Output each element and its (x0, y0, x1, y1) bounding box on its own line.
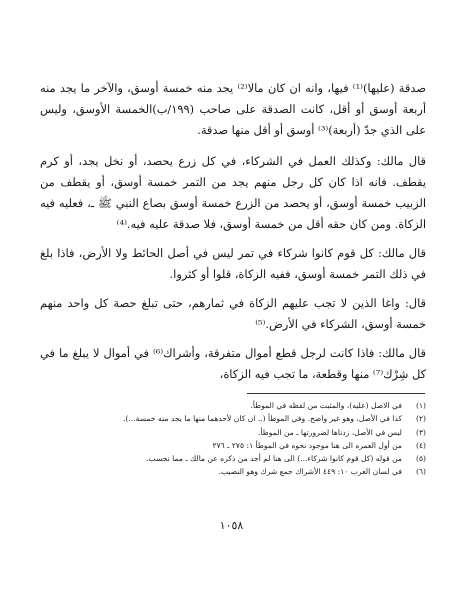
footnote (40, 466, 426, 478)
footnote (40, 400, 426, 412)
footnote-text: من قوله (كل قوم كانوا شركاء...) الى هنا لم أجد من ذكره عن مالك ـ مما نحسب. (146, 454, 402, 464)
footnote-number: (٢) (415, 414, 426, 424)
paragraph-2: قال مالك: وكذلك العمل في الشركاء، في كل زرع يحصد، أو نخل يجد، أو كرم يقطف. فانه اذا كان كل رجل منهم يجد من التمر خمسة أوسق، أو يقطف من الزبيب خمسة أوسق، أو يحصد من الزرع خمسة أوسق بصاع النبي ﷺ ـ، فعليه فيه الزكاة. ومن كان حقه أقل من خمسة أوسق، فلا صدقة عليه فيه.⁽⁴⁾ (40, 154, 426, 231)
footnote-text: ليس في الأصل، زدناها لضرورتها ـ من الموطأ. (258, 427, 402, 437)
paragraph-3: قال مالك: كل قوم كانوا شركاء في تمر ليس في أصل الحائط ولا الأرض، فاذا بلغ في ذلك التمر خمسة أوسق، ففيه الزكاة، قلوا أو كثروا. (40, 246, 426, 281)
footnote-number: (٦) (415, 467, 426, 477)
footnote (40, 413, 426, 425)
main-text (40, 78, 426, 393)
footnote-text: من أول العمره الى هنا موجود نحوه في الموطأ ١: ٢٧٥ ـ ٢٧٦ (212, 440, 402, 450)
footnote-number: (٤) (415, 440, 426, 450)
footnote (40, 427, 426, 439)
footnote-text: في لسان العرب ١٠: ٤٤٩ الأشراك جمع شرك وهو النصيب. (218, 467, 402, 477)
footnote (40, 440, 426, 452)
footnotes (40, 400, 426, 480)
footnote (40, 453, 426, 465)
footnote-text: كذا في الأصل، وهو غير واضح. وفي الموطأ (.. ان كان لأحدهما منها ما يجد منه خمسة...). (123, 414, 402, 424)
footnote-divider (247, 393, 425, 394)
footnote-number: (٥) (415, 454, 426, 464)
paragraph-1: صدقة (عليها)⁽¹⁾ فيها، وانه ان كان مالا⁽²⁾ يجد منه خمسة أوسق، والآخر ما يجد منه أربعة أوسق أو أقل، كانت الصدقة على صاحب (١٩٩/ب)الخمسة الأوسق، وليس على الذي جدّ (أربعة)⁽³⁾ أوسق أو أقل منها صدقة. (40, 81, 426, 137)
paragraph-5: قال مالك: فاذا كانت لرجل قطع أموال متفرقة، وأشراك⁽⁶⁾ في أموال لا يبلغ ما في كل شِرْك⁽⁷⁾ منها وقطعة، ما تجب فيه الزكاة، (40, 346, 426, 381)
paragraph-4: قال: واغا الذين لا تجب عليهم الزكاة في ثمارهم، حتى تبلغ حصة كل واحد منهم خمسة أوسق، الشركاء في الأرض.⁽⁵⁾ (40, 296, 426, 331)
footnote-text: في الاصل (عليه)، والمثبت من لفظه في الموطأ. (250, 401, 402, 410)
footnote-number: (١) (415, 401, 426, 410)
page-number: ١٠٥٨ (219, 519, 244, 532)
footnote-number: (٣) (415, 427, 426, 437)
